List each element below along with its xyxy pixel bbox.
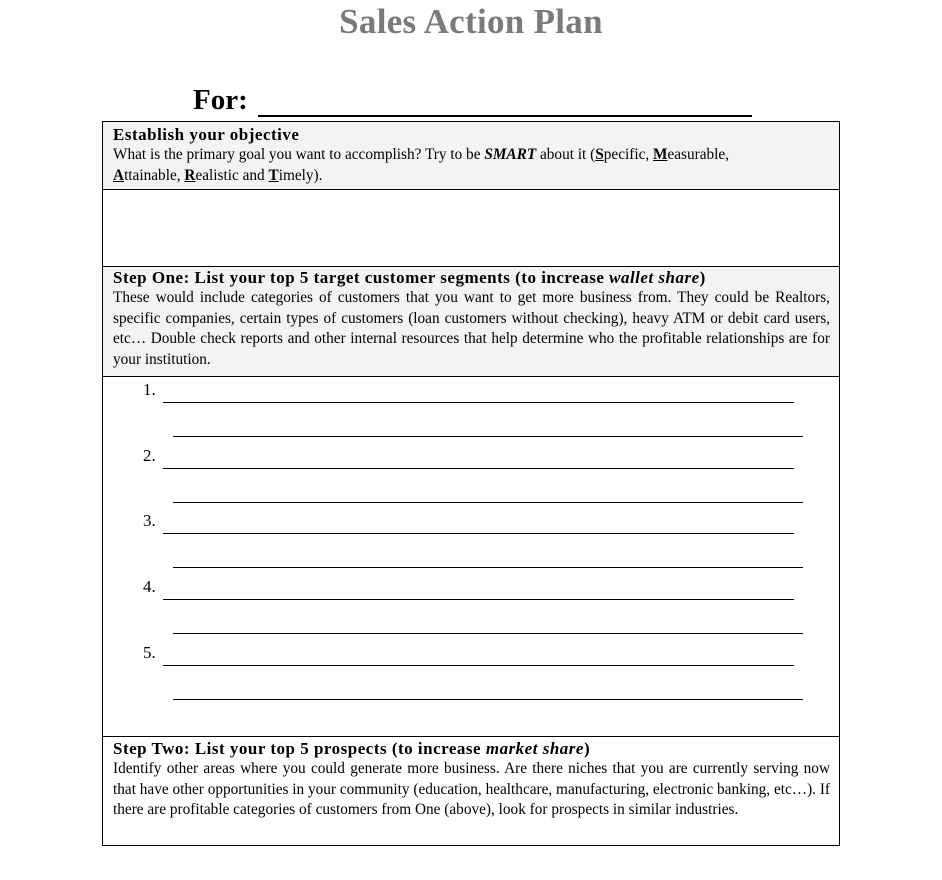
list-item [103,512,841,572]
step-one-description: These would include categories of customers that you want to get more business from. They could be Realtors, specific companies, certain types of customers (loan customers without checking), heavy ATM or debit card users, etc… Double check reports and other internal resources that help determine who the profitable relationships are for your institution. [113,289,830,368]
objective-heading: Establish your objective [113,125,300,144]
page-title: Sales Action Plan [339,2,603,41]
for-blank-line[interactable] [258,115,752,117]
answer-line[interactable] [163,468,794,469]
answer-line[interactable] [173,699,803,700]
answer-line[interactable] [173,633,803,634]
answer-line[interactable] [173,502,803,503]
list-item [103,447,841,507]
step-two-section [102,736,840,846]
list-number: 4. [143,577,156,596]
list-item [103,381,841,441]
answer-line[interactable] [163,533,794,534]
step-one-section [102,266,840,377]
smart-term: SMART [484,146,537,163]
target-segments-list [102,376,840,737]
answer-line[interactable] [163,599,794,600]
step-two-description: Identify other areas where you could generate more business. Are there niches that you are currently serving now that have other opportunities in your community (education, healthcare, manufacturing, electronic banking, etc…). If there are profitable categories of customers from One (above), look for prospects in similar industries. [113,760,831,818]
list-number: 2. [143,446,156,465]
answer-line[interactable] [173,567,803,568]
answer-line[interactable] [173,436,803,437]
objective-section [102,121,840,190]
step-one-heading: Step One: List your top 5 target customer segments (to increase wallet share) [113,268,706,287]
list-number: 3. [143,511,156,530]
objective-description: What is the primary goal you want to accomplish? Try to be SMART about it (Specific, Measurable, Attainable, Realistic and Timely). [113,146,730,184]
list-number: 5. [143,643,156,662]
list-item [103,578,841,638]
answer-line[interactable] [163,665,794,666]
list-number: 1. [143,380,156,399]
answer-line[interactable] [163,402,794,403]
for-label: For: [193,84,248,116]
objective-answer-area[interactable] [102,189,840,267]
list-item [103,644,841,704]
step-two-heading: Step Two: List your top 5 prospects (to increase market share) [113,739,591,758]
